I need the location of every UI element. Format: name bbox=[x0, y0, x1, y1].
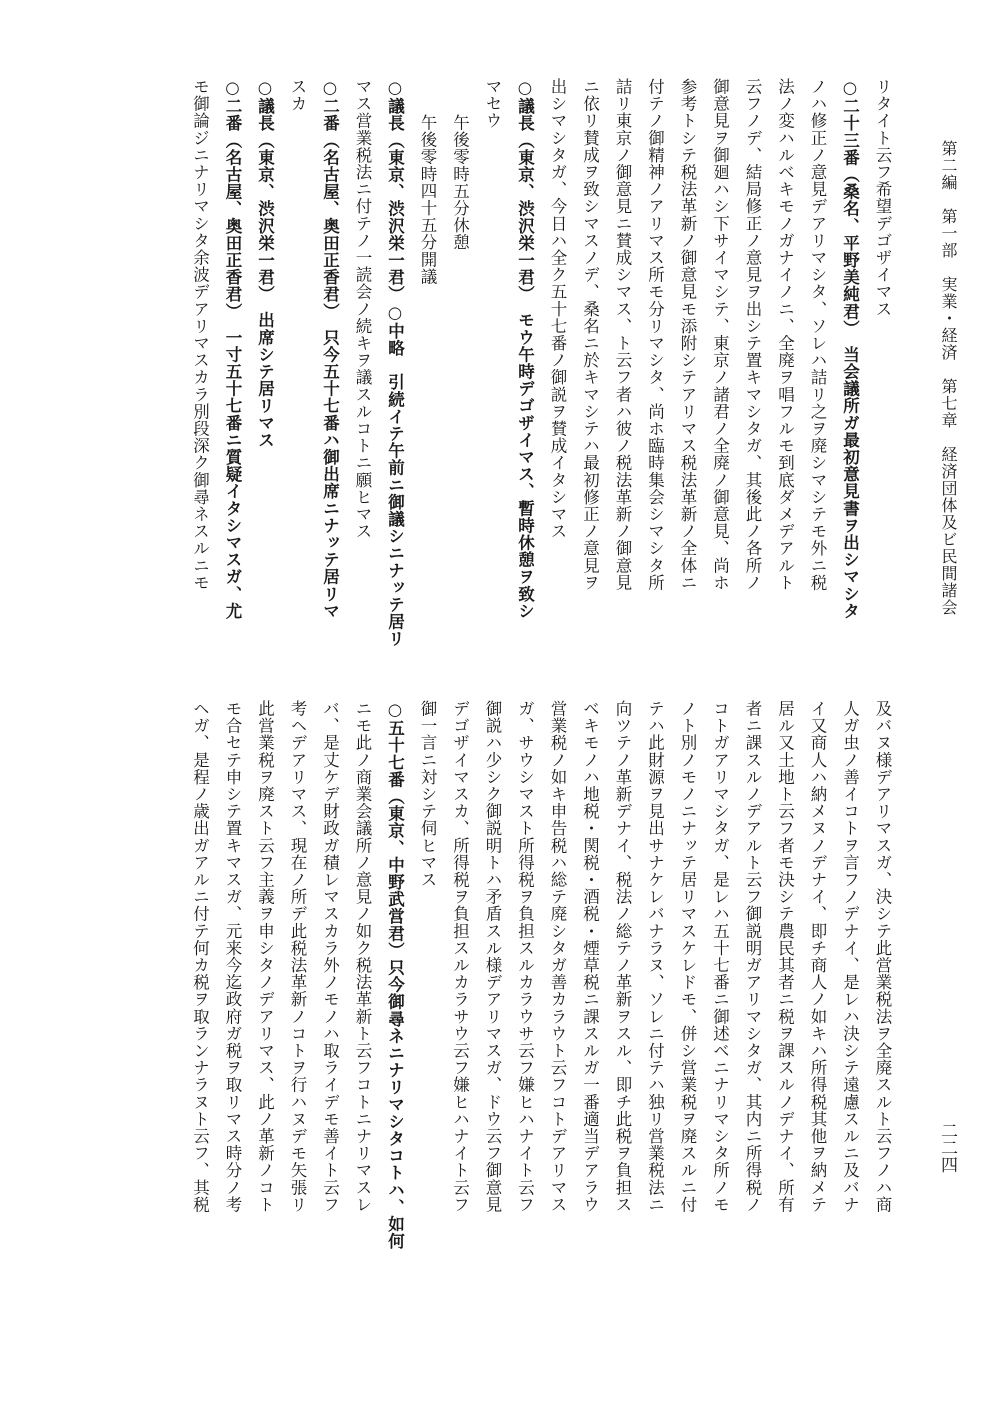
text-line: 出シマシタガ、今日ハ全ク五十七番ノ御説ヲ賛成イタシマス bbox=[548, 78, 567, 540]
speaker-line: ○二番（名古屋、奥田正香君） 只今五十七番ハ御出席ニナッテ居リマ bbox=[320, 78, 340, 620]
page-number: 二二四 bbox=[937, 1122, 957, 1173]
text-line: ニ依リ賛成ヲ致シマスノデ、桑名ニ於キマシテハ最初修正ノ意見ヲ bbox=[580, 78, 600, 591]
text-line: ヘガ、是程ノ歳出ガアルニ付テ何カ税ヲ取ランナラヌト云フ、其税 bbox=[190, 700, 210, 1213]
text-line: 及バヌ様デアリマスガ、決シテ此営業税法ヲ全廃スルト云フノハ商 bbox=[873, 700, 892, 1213]
text-line: コトガアリマシタガ、是レハ五十七番ニ御述ベニナリマシタ所ノモ bbox=[710, 700, 730, 1213]
text-line: 営業税ノ如キ申告税ハ総テ廃シタガ善カラウト云フコトデアリマス bbox=[548, 700, 567, 1213]
text-line: ニモ此ノ商業会議所ノ意見ノ如ク税法革新ト云フコトニナリマスレ bbox=[353, 700, 372, 1213]
lower-text-block bbox=[70, 700, 898, 1350]
text-line: 御意見ヲ御廻ハシ下サイマシテ、東京ノ諸君ノ全廃ノ御意見、尚ホ bbox=[710, 78, 730, 591]
text-line: 御説ハ少シク御説明トハ矛盾スル様デアリマスガ、ドウ云フ御意見 bbox=[483, 700, 502, 1213]
text-line: リタイト云フ希望デゴザイマス bbox=[873, 78, 892, 318]
speaker-line: ○五十七番（東京、中野武営君）只今御尋ネニナリマシタコトハ、如何 bbox=[385, 700, 405, 1250]
text-line: 参考トシテ税法革新ノ御意見モ添附シテアリマス税法革新ノ全体ニ bbox=[678, 78, 697, 591]
text-line: 詰リ東京ノ御意見ニ賛成シマス、ト云フ者ハ彼ノ税法革新ノ御意見 bbox=[613, 78, 632, 591]
text-line: モ御論ジニナリマシタ余波デアリマスカラ別段深ク御尋ネスルニモ bbox=[190, 78, 210, 591]
speaker-line: ○議長（東京、渋沢栄一君） 出席シテ居リマス bbox=[255, 78, 275, 449]
text-line: バ、是丈ケデ財政ガ積レマスカラ外ノモノハ取ライデモ善イト云フ bbox=[320, 700, 340, 1213]
text-line: 御一言ニ対シテ伺ヒマス bbox=[418, 700, 437, 889]
speaker-line: ○二十三番（桑名、平野美純君） 当会議所ガ最初意見書ヲ出シマシタ bbox=[840, 78, 860, 620]
text-line: ベキモノハ地税・関税・酒税・煙草税ニ課スルガ一番適当デアラウ bbox=[580, 700, 600, 1213]
text-line: イ又商人ハ納メヌノデナイ、即チ商人ノ如キハ所得税其他ヲ納メテ bbox=[808, 700, 827, 1213]
running-header: 第二編 第一部 実業・経済 第七章 経済団体及ビ民間諸会 bbox=[939, 140, 958, 616]
time-note: 午後零時四十五分開議 bbox=[418, 114, 437, 286]
text-line: テハ此財源ヲ見出サナケレバナラヌ、ソレニ付テハ独リ営業税法ニ bbox=[645, 700, 665, 1213]
text-line: 法ノ変ハルベキモノガナイノニ、全廃ヲ唱フルモ到底ダメデアルト bbox=[775, 78, 795, 591]
text-line: 付テノ御精神ノアリマス所モ分リマシタ、尚ホ臨時集会シマシタ所 bbox=[645, 78, 665, 591]
text-line: 居ル又土地ト云フ者モ決シテ農民其者ニ税ヲ課スルノデナイ、所有 bbox=[775, 700, 795, 1213]
text-line: 者ニ課スルノデアルト云フ御説明ガアリマシタガ、其内ニ所得税ノ bbox=[743, 700, 762, 1213]
upper-text-block bbox=[70, 78, 898, 676]
text-line: 云フノデ、結局修正ノ意見ヲ出シテ置キマシタガ、其後此ノ各所ノ bbox=[743, 78, 762, 591]
speaker-line: ○議長（東京、渋沢栄一君）○中略 引続イテ午前ニ御議シニナッテ居リ bbox=[385, 78, 405, 648]
time-note: 午後零時五分休憩 bbox=[450, 114, 470, 252]
text-line: マセウ bbox=[483, 78, 502, 130]
text-line: マス営業税法ニ付テノ一読会ノ続キヲ議スルコトニ願ヒマス bbox=[353, 78, 372, 540]
text-line: スカ bbox=[288, 78, 307, 113]
text-line: 向ツテノ革新デナイ、税法ノ総テノ革新ヲスル、即チ此税ヲ負担ス bbox=[613, 700, 632, 1213]
text-line: 人ガ虫ノ善イコトヲ言フノデナイ、是レハ決シテ遠慮スルニ及バナ bbox=[840, 700, 860, 1213]
speaker-line: ○議長（東京、渋沢栄一君） モウ午時デゴザイマス、暫時休憩ヲ致シ bbox=[515, 78, 535, 620]
text-line: 考ヘデアリマス、現在ノ所デ此税法革新ノコトヲ行ハヌデモ矢張リ bbox=[288, 700, 307, 1213]
text-line: ノト別ノモノニナッテ居リマスケレドモ、併シ営業税ヲ廃スルニ付 bbox=[678, 700, 697, 1213]
text-line: ガ、サウシマスト所得税ヲ負担スルカラウサ云フ嫌ヒハナイト云フ bbox=[515, 700, 535, 1213]
text-line: 此営業税ヲ廃スト云フ主義ヲ申シタノデアリマス、此ノ革新ノコト bbox=[255, 700, 275, 1213]
text-line: モ合セテ申シテ置キマスガ、元来今迄政府ガ税ヲ取リマス時分ノ考 bbox=[223, 700, 242, 1213]
speaker-line: ○二番（名古屋、奥田正香君） 一寸五十七番ニ質疑イタシマスガ、尤 bbox=[223, 78, 242, 620]
text-line: デゴザイマスカ、所得税ヲ負担スルカラサウ云フ嫌ヒハナイト云フ bbox=[450, 700, 470, 1213]
text-line: ノハ修正ノ意見デアリマシタ、ソレハ詰リ之ヲ廃シマシテモ外ニ税 bbox=[808, 78, 827, 591]
